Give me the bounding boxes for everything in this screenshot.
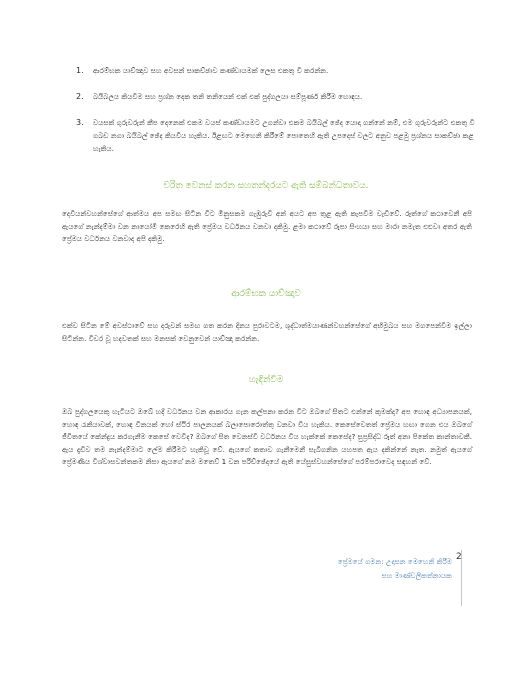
list-number: 3. [76, 118, 84, 127]
page-number: 2 [456, 552, 462, 562]
list-item [76, 90, 476, 103]
section-heading-opening-prayer: ආරම්භක යාච්ඤාව [231, 289, 301, 299]
paragraph-character: දෙවියන්වහන්සේගේ ආත්මය අප සමඟ සිටින විට මිනුසකම ගැඹුරුවී අන් අයට අප තුළ ඇති කැපවීම වැඩිවේ. රූත්ගේ කථාවෙනී අපි ඇයගේ නැන්දම්මා වන නායෝමී කෙරෙහි ඇති ප්‍රේමය වර්ධනය වනවා දකිමු. ළමා කථාවේ රූපා සිංහයා සහ මාරා නමැත එළුවා අතර ඇති ප්‍රේමය වර්ධනය වනවාද අපි දකිමු. [62, 209, 472, 243]
page-footer [338, 555, 452, 583]
list-number: 2. [76, 92, 84, 101]
footer-subtitle: සහ මාණ්ඩලිකත්නායක [381, 571, 452, 580]
list-text: බයිබලය කියවීම සහ ප්‍රශ්න දෙක තනි තනියෙන් එක් එක් පුද්ගලයා සම්පූර්ණ කිරීම හොඳය. [93, 92, 363, 101]
paragraph-introduction: ඔබ පුද්ගලයෙකු හැටියට ඔබේ හදී වර්ධනය වන ආකාරය ගැන කල්පනා කරන විට ඔබගේ සිතට එන්නේ කුමක්ද? අප හොඳ අධ්‍යාපනයක්, හොඳ රැකියාවක්, හොඳ විනයක් හෝ ස්ථිර පාලනයක් බලාපොරොත්තු වනවා විය හැකිය. කෙසේවෙතත් ප්‍රේමය හඟා ගෙන එය ඔබගේ ජීවිතයේ කේන්ද්‍රය කරගැනීම කෙසේ වෙවිද? ඔබගේ සිත වෙනස්වී වර්ධනය විය හැක්කේ කෙසේද? සුප්‍රසිද්ධ රූත් අනා පිකේත කාන්තාවකී. ඇය දැඩිව තම නැන්දම්මාට ලේම කිරීමට හැකිවූ වේ. ඇයගේ කතාව ගැනීමෙනී සැබිගනින යහපත ඇය දකින්නේ නැත. නමුත් ඇයගේ ප්‍රේමණිය විශ්වාසවන්තකම නිසා ඇයගේ නම මතෙව් 1 වන පරිච්ඡේදයේ ඇති යේසුස්වහන්සේගේ පරම්පරාවෙද සඳහන් වේ. [62, 407, 472, 466]
section-heading-introduction: හැඳින්වීම [248, 375, 284, 385]
instruction-list [76, 64, 476, 168]
section-heading-character: චරිත වෙනස් කරන සහතන්දරයට ඇති සම්බන්ධතාවය. [163, 181, 369, 191]
list-item [76, 116, 476, 155]
list-text: වයසක් ගුරුවරුන් කීප දෙනෙක් එකම වයස් කණ්ඩායමට උගන්වා එකම බයිබල් ඡේද යොදා ගන්නේ නම්, එම ගුරුවරුන්ට එකතු වී ගබඩ නගා බයිබල් ඡේද කියවිය හැකිය. ඊළඟට මෙහෙනි කිරීමේ පොතෙහි ඇති උපදෙස් වලට අනුව පළමු ප්‍රශ්නය සාකච්ඡා කළ හැකිය. [93, 118, 475, 153]
list-item [76, 64, 476, 77]
list-number: 1. [76, 66, 84, 75]
paragraph-opening-prayer: එක්ව සිටින මේ අවස්ථාවේ සහ දරුවන් සමඟ ගත කරන දිනය පුරාවටම, ශුද්ධාත්මයාණන්වහන්සේගේ අභිමුඛය සහ මගපෙන්වීම ඉල්ලා සිටින්න. විවර වූ හදවතක් සහ මනසක් වෙනුවෙන් යාච්ඤා කරන්න. [62, 321, 472, 343]
list-text: ආරම්භක යාච්ඤාව සහ අවසන් සාකච්ඡාව කණ්ඩායමක් ලෙස එකතු වී කරන්න. [93, 66, 329, 75]
footer-title: ප්‍රේමයේ ගමන: උදාසන මෙහෙනි කිරීම [337, 557, 452, 566]
